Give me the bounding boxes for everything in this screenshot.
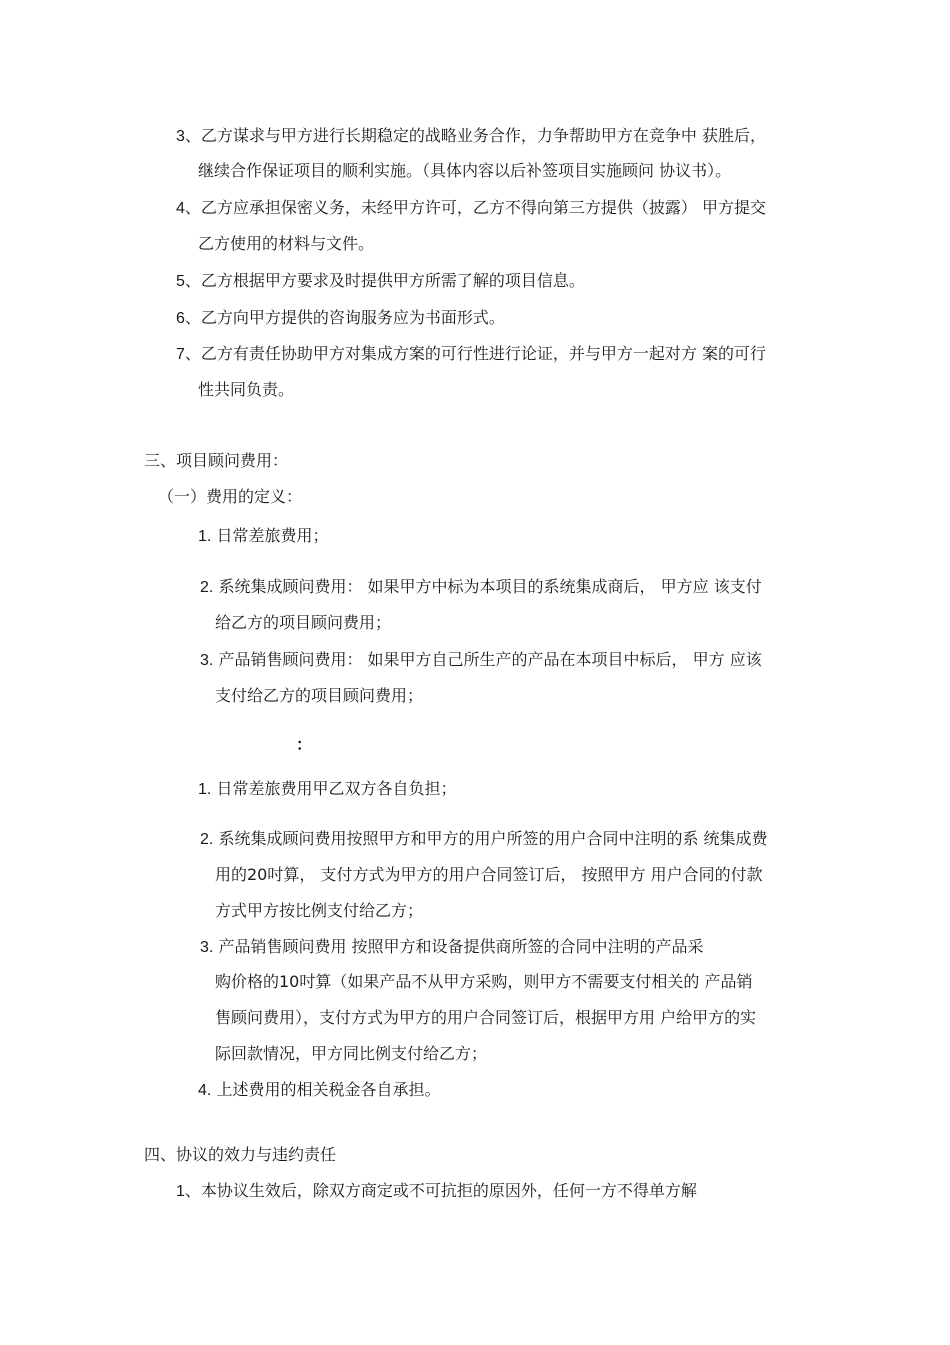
item-number: 1. — [198, 528, 212, 545]
item-number: 1 — [176, 1183, 185, 1200]
item-text: 日常差旅费用； — [216, 526, 329, 545]
item-number: 4 — [176, 200, 185, 217]
item-number: 2. — [200, 831, 214, 848]
item-text: 、乙方谋求与甲方进行长期稳定的战略业务合作，力争帮助甲方在竞争中 获胜后， — [184, 126, 766, 145]
item-number: 6 — [176, 310, 185, 327]
item-text: 、本协议生效后，除双方商定或不可抗拒的原因外，任何一方不得单方解 — [184, 1181, 697, 1200]
item-number: 7 — [176, 346, 185, 363]
section-heading: 三、项目顾问费用： — [144, 451, 289, 470]
item-number: 3 — [176, 128, 185, 145]
subsection-heading: （一）费用的定义： — [158, 487, 303, 506]
item-number: 4. — [198, 1082, 212, 1099]
item-text: 、乙方应承担保密义务，未经甲方许可，乙方不得向第三方提供（披露） 甲方提交 — [184, 198, 766, 217]
item-text: 支付给乙方的项目顾问费用； — [215, 686, 424, 705]
item-text: 日常差旅费用甲乙双方各自负担； — [216, 779, 457, 798]
item-text: 、乙方根据甲方要求及时提供甲方所需了解的项目信息。 — [184, 271, 585, 290]
item-number: 3. — [200, 652, 214, 669]
item-text: 购价格的10吋算（如果产品不从甲方采购，则甲方不需要支付相关的 产品销 — [215, 972, 753, 991]
item-number: 3. — [200, 939, 214, 956]
item-text: 际回款情况，甲方同比例支付给乙方； — [215, 1044, 488, 1063]
colon-mark: ： — [296, 735, 313, 754]
item-text: 产品销售顾问费用： 如果甲方自己所生产的产品在本项目中标后， 甲方 应该 — [218, 650, 762, 669]
item-text: 、乙方向甲方提供的咨询服务应为书面形式。 — [184, 308, 505, 327]
item-text: 性共同负责。 — [198, 380, 295, 399]
item-text: 系统集成顾问费用： 如果甲方中标为本项目的系统集成商后， 甲方应 该支付 — [218, 577, 762, 596]
item-text: 继续合作保证项目的顺利实施。（具体内容以后补签项目实施顾问 协议书）。 — [198, 161, 732, 180]
item-text: 乙方使用的材料与文件。 — [198, 234, 375, 253]
item-text: 售顾问费用），支付方式为甲方的用户合同签订后，根据甲方用 户给甲方的实 — [215, 1008, 757, 1027]
section-heading: 四、协议的效力与违约责任 — [144, 1145, 337, 1164]
item-text: 、乙方有责任协助甲方对集成方案的可行性进行论证，并与甲方一起对方 案的可行 — [184, 344, 766, 363]
item-text: 上述费用的相关税金各自承担。 — [216, 1080, 441, 1099]
item-number: 2. — [200, 579, 214, 596]
item-text: 产品销售顾问费用 按照甲方和设备提供商所签的合同中注明的产品采 — [218, 937, 704, 956]
item-text: 方式甲方按比例支付给乙方； — [215, 901, 424, 920]
item-number: 1. — [198, 781, 212, 798]
item-text: 用的20吋算， 支付方式为甲方的用户合同签订后， 按照甲方 用户合同的付款 — [215, 865, 763, 884]
item-text: 系统集成顾问费用按照甲方和甲方的用户所签的用户合同中注明的系 统集成费 — [218, 829, 768, 848]
item-text: 给乙方的项目顾问费用； — [215, 613, 392, 632]
item-number: 5 — [176, 273, 185, 290]
